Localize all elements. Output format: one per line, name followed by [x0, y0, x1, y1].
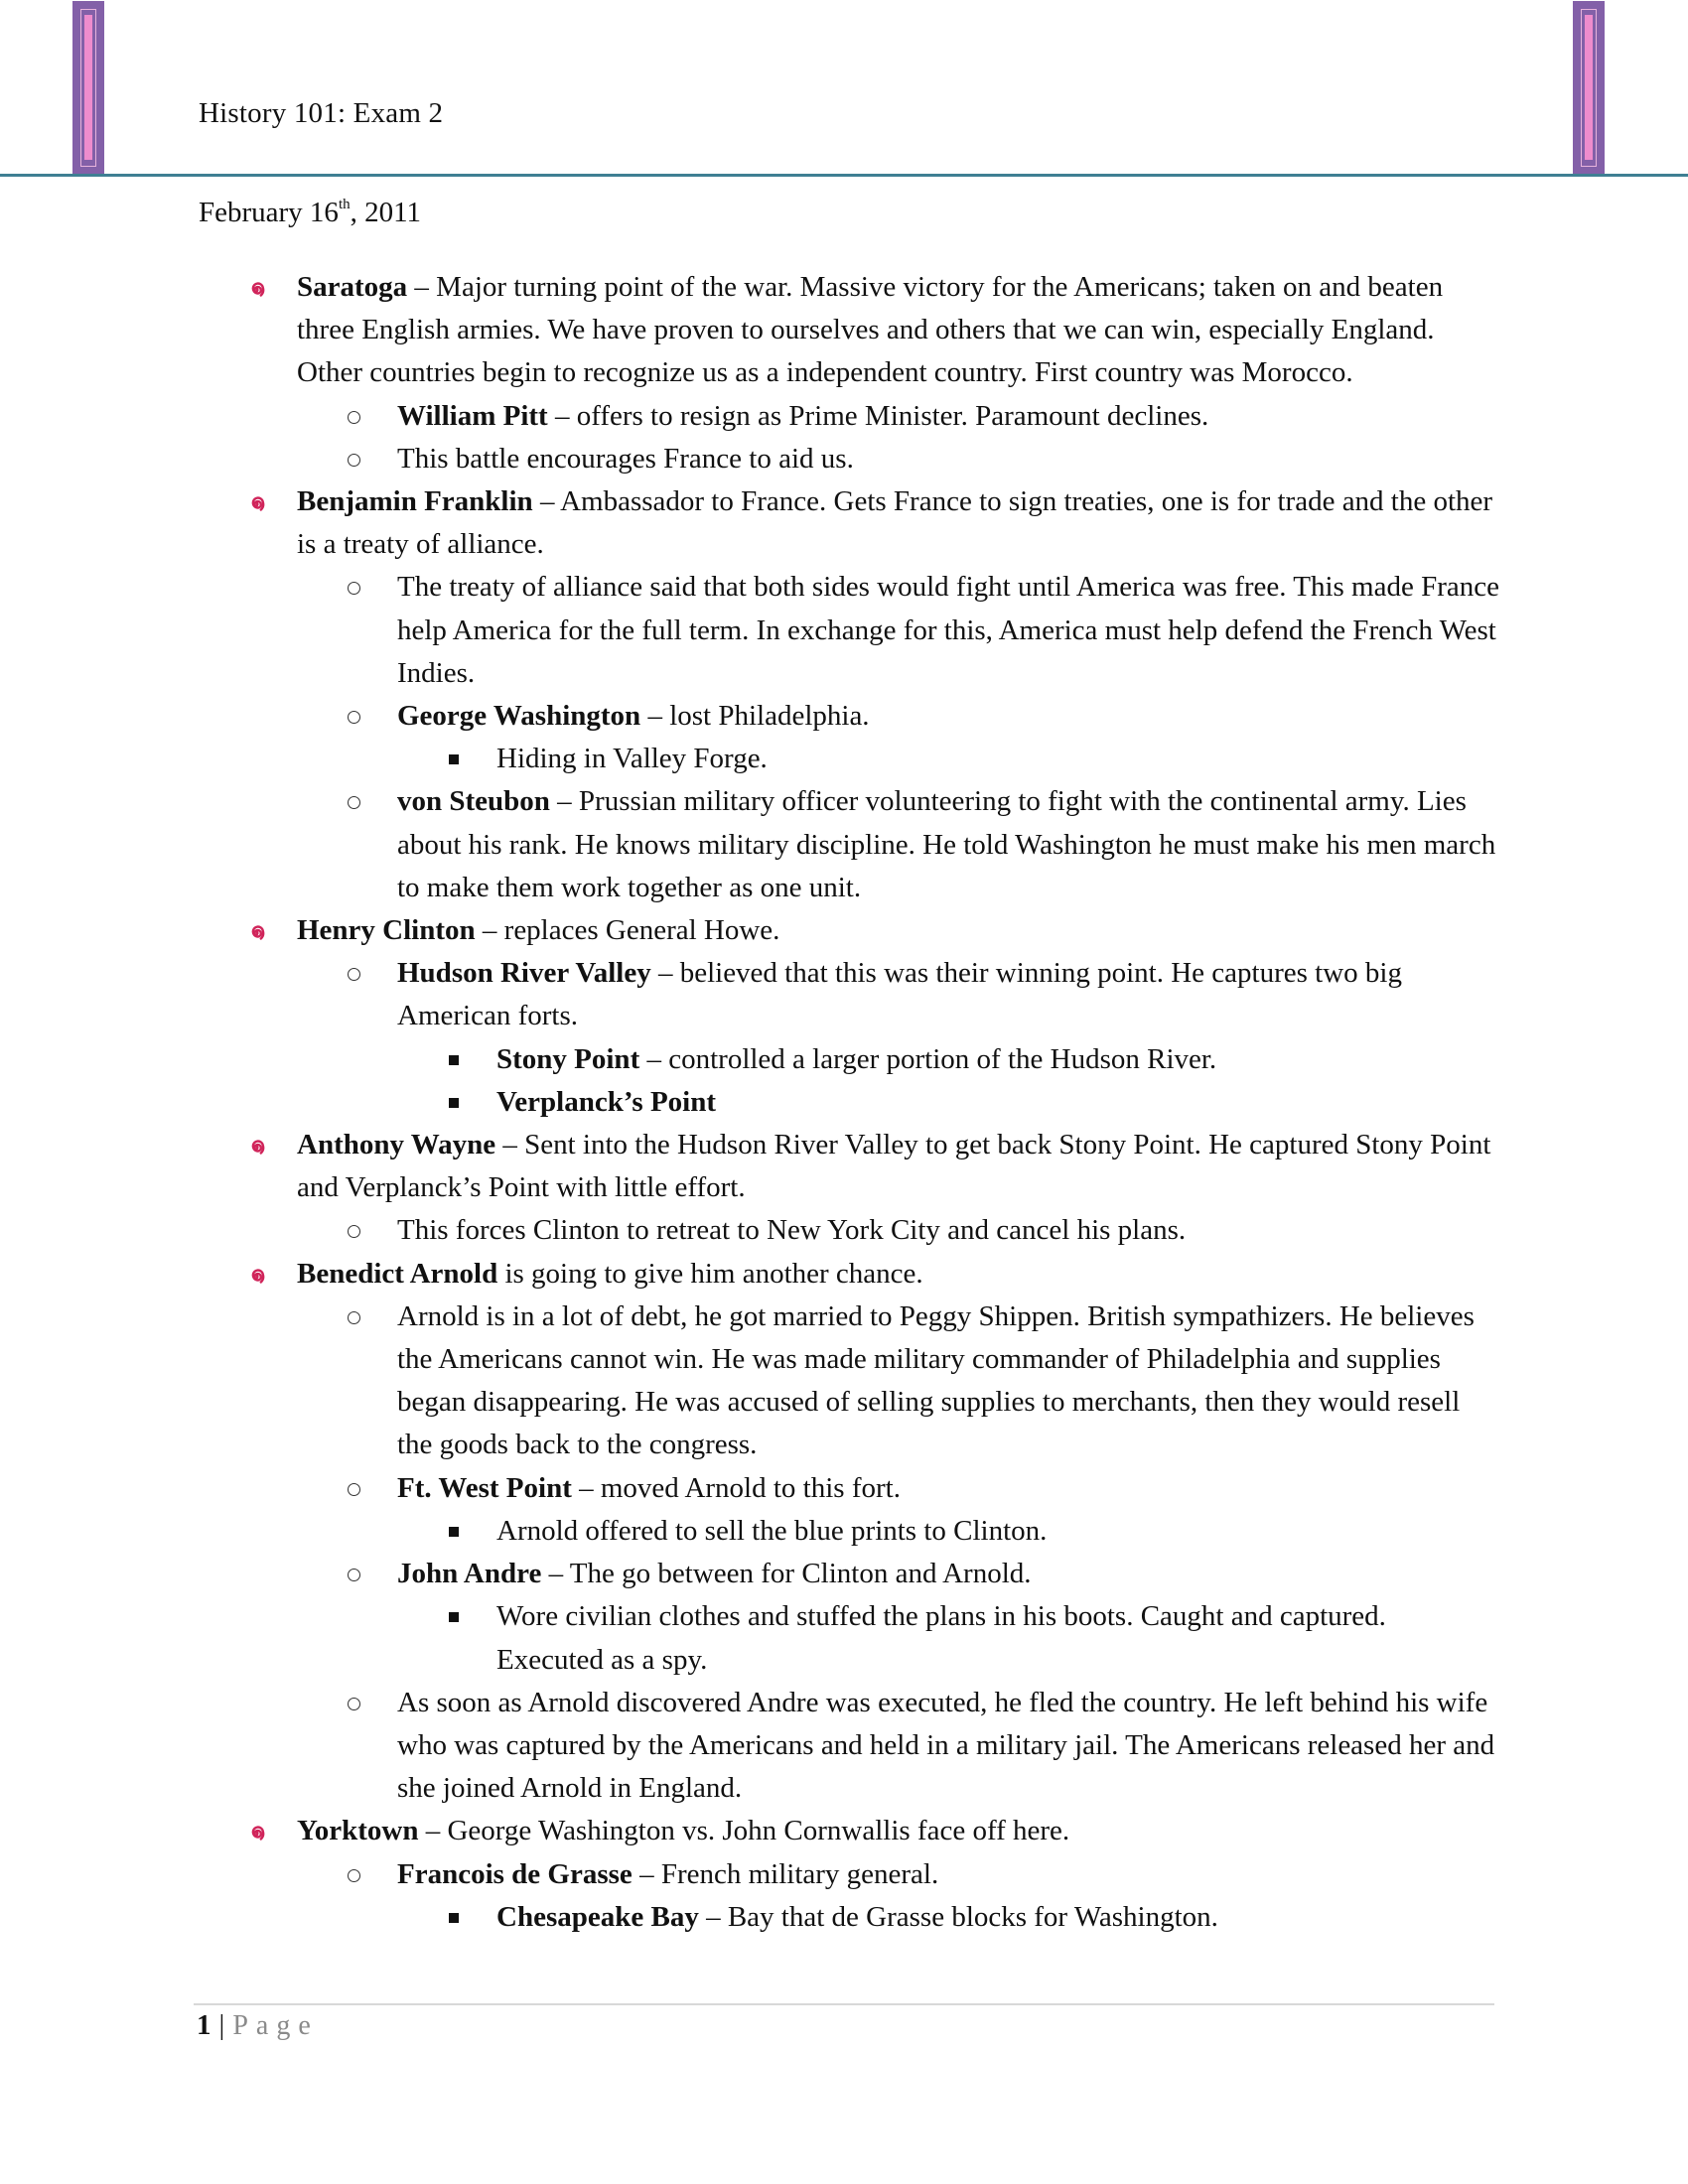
list-item-level-2: [397, 395, 1499, 438]
spiral-icon: [245, 1129, 267, 1151]
list-item-text: Hiding in Valley Forge.: [496, 743, 768, 775]
decoration-core: [84, 15, 92, 160]
list-item-text: Arnold is in a lot of debt, he got married to Peggy Shippen. British sympathizers. He believes the Americans cannot win. He was made military commander of Philadelphia and supplies began disappearing. He was accused of selling supplies to merchants, then they would resell the goods back to the congress.: [397, 1299, 1475, 1461]
list-item-level-1: [297, 1124, 1500, 1209]
list-item-text: As soon as Arnold discovered Andre was executed, he fled the country. He left behind his wife who was captured by the Americans and held in a military jail. The Americans released her and she joined Arnold in England.: [397, 1686, 1495, 1805]
list-item-level-3: [496, 1081, 1499, 1124]
list-item-level-1: [297, 1810, 1500, 1852]
date-ordinal: th: [338, 197, 351, 212]
hollow-circle-icon: [348, 711, 360, 724]
list-item-term: Benedict Arnold: [297, 1257, 498, 1290]
hollow-circle-icon: [348, 1869, 360, 1882]
document-date: [199, 197, 421, 229]
list-item-level-2: [397, 1296, 1499, 1467]
list-item-text: – lost Philadelphia.: [640, 700, 870, 733]
list-item-term: Yorktown: [297, 1815, 419, 1847]
date-rest: , 2011: [350, 197, 422, 228]
header-rule: [0, 174, 1688, 177]
spiral-icon: [245, 1815, 267, 1837]
hollow-circle-icon: [348, 1698, 360, 1710]
hollow-circle-icon: [348, 1311, 360, 1324]
spiral-icon: [245, 271, 267, 293]
filled-square-icon: [449, 1055, 459, 1065]
list-item-level-2: [397, 1467, 1499, 1510]
list-item-term: Ft. West Point: [397, 1471, 572, 1504]
date-prefix: February 16: [199, 197, 339, 228]
list-item-text: – believed that this was their winning point. He captures two big American forts.: [397, 957, 1402, 1032]
spiral-icon: [245, 914, 267, 936]
spiral-icon: [245, 1258, 267, 1280]
filled-square-icon: [449, 1913, 459, 1923]
filled-square-icon: [449, 1612, 459, 1622]
list-item-level-2: [397, 1853, 1499, 1896]
list-item-term: Hudson River Valley: [397, 957, 651, 990]
page-number: 1: [197, 2009, 211, 2041]
list-item-level-2: [397, 1553, 1499, 1595]
hollow-circle-icon: [348, 582, 360, 595]
list-item-term: John Andre: [397, 1558, 542, 1590]
list-item-text: The treaty of alliance said that both sides would fight until America was free. This made France help America for the full term. In exchange for this, America must help defend the French West Indies.: [397, 571, 1499, 689]
list-item-term: William Pitt: [397, 399, 548, 432]
list-item-level-2: [397, 952, 1499, 1037]
list-item-text: – Prussian military officer volunteering to fight with the continental army. Lies about his rank. He knows military discipline. He told Washington he must make his men march to make them work together as one unit.: [397, 785, 1496, 903]
list-item-term: George Washington: [397, 700, 641, 733]
hollow-circle-icon: [348, 411, 360, 424]
page-footer: [197, 2009, 319, 2042]
list-item-level-2: [397, 566, 1499, 695]
footer-rule: [194, 2003, 1494, 2005]
notes-list: [0, 266, 1688, 1939]
list-item-level-1: [297, 1253, 1500, 1296]
filled-square-icon: [449, 1098, 459, 1108]
list-item-level-3: [496, 1510, 1499, 1553]
list-item-term: Verplanck’s Point: [496, 1085, 717, 1118]
list-item-term: Chesapeake Bay: [496, 1900, 699, 1933]
list-item-term: Anthony Wayne: [297, 1129, 496, 1161]
list-item-level-1: [297, 909, 1500, 952]
list-item-term: Saratoga: [297, 271, 408, 303]
list-item-level-1: [297, 266, 1500, 395]
hollow-circle-icon: [348, 454, 360, 467]
list-item-term: Francois de Grasse: [397, 1857, 633, 1890]
list-item-level-3: [496, 738, 1499, 780]
list-item-level-3: [496, 1595, 1499, 1681]
list-item-level-3: [496, 1896, 1499, 1939]
list-item-level-2: [397, 695, 1499, 738]
list-item-text: – Major turning point of the war. Massive victory for the Americans; taken on and beaten three English armies. We have proven to ourselves and others that we can win, especially England. Other countries begin to recognize us as a independent country. First country was Morocco.: [297, 271, 1444, 389]
list-item-level-2: [397, 438, 1499, 480]
list-item-level-2: [397, 780, 1499, 909]
list-item-text: – French military general.: [632, 1857, 939, 1890]
list-item-text: – George Washington vs. John Cornwallis face off here.: [418, 1815, 1070, 1847]
list-item-term: von Steubon: [397, 785, 550, 818]
list-item-text: Wore civilian clothes and stuffed the plans in his boots. Caught and captured. Executed as a spy.: [496, 1600, 1386, 1676]
list-item-level-2: [397, 1682, 1499, 1811]
list-item-text: – The go between for Clinton and Arnold.: [541, 1558, 1032, 1590]
footer-separator: |: [218, 2009, 225, 2041]
list-item-text: – offers to resign as Prime Minister. Paramount declines.: [547, 399, 1209, 432]
header-right-decoration-bar: [1573, 1, 1605, 176]
hollow-circle-icon: [348, 796, 360, 809]
document-title: History 101: Exam 2: [199, 97, 444, 129]
list-item-level-3: [496, 1038, 1499, 1081]
list-item-level-1: [297, 480, 1500, 566]
spiral-icon: [245, 485, 267, 507]
list-item-text: – Sent into the Hudson River Valley to get back Stony Point. He captured Stony Point and Verplanck’s Point with little effort.: [297, 1129, 1491, 1204]
list-item-level-2: [397, 1209, 1499, 1252]
list-item-text: – moved Arnold to this fort.: [571, 1471, 901, 1504]
header-left-decoration-bar: [72, 1, 104, 176]
hollow-circle-icon: [348, 1225, 360, 1238]
list-item-text: – controlled a larger portion of the Hudson River.: [639, 1042, 1217, 1075]
hollow-circle-icon: [348, 968, 360, 981]
hollow-circle-icon: [348, 1569, 360, 1581]
list-item-text: This battle encourages France to aid us.: [397, 442, 854, 475]
list-item-term: Benjamin Franklin: [297, 485, 533, 518]
list-item-term: Stony Point: [496, 1042, 640, 1075]
list-item-text: This forces Clinton to retreat to New York City and cancel his plans.: [397, 1214, 1187, 1247]
filled-square-icon: [449, 754, 459, 764]
filled-square-icon: [449, 1527, 459, 1537]
list-item-text: is going to give him another chance.: [497, 1257, 923, 1290]
list-item-text: – Bay that de Grasse blocks for Washington.: [698, 1900, 1218, 1933]
decoration-core: [1585, 15, 1593, 160]
list-item-text: Arnold offered to sell the blue prints to Clinton.: [496, 1514, 1048, 1547]
list-item-text: – Ambassador to France. Gets France to sign treaties, one is for trade and the other is a treaty of alliance.: [297, 485, 1493, 561]
page-label: Page: [232, 2010, 319, 2041]
list-item-term: Henry Clinton: [297, 914, 476, 947]
list-item-text: – replaces General Howe.: [475, 914, 780, 947]
hollow-circle-icon: [348, 1483, 360, 1496]
